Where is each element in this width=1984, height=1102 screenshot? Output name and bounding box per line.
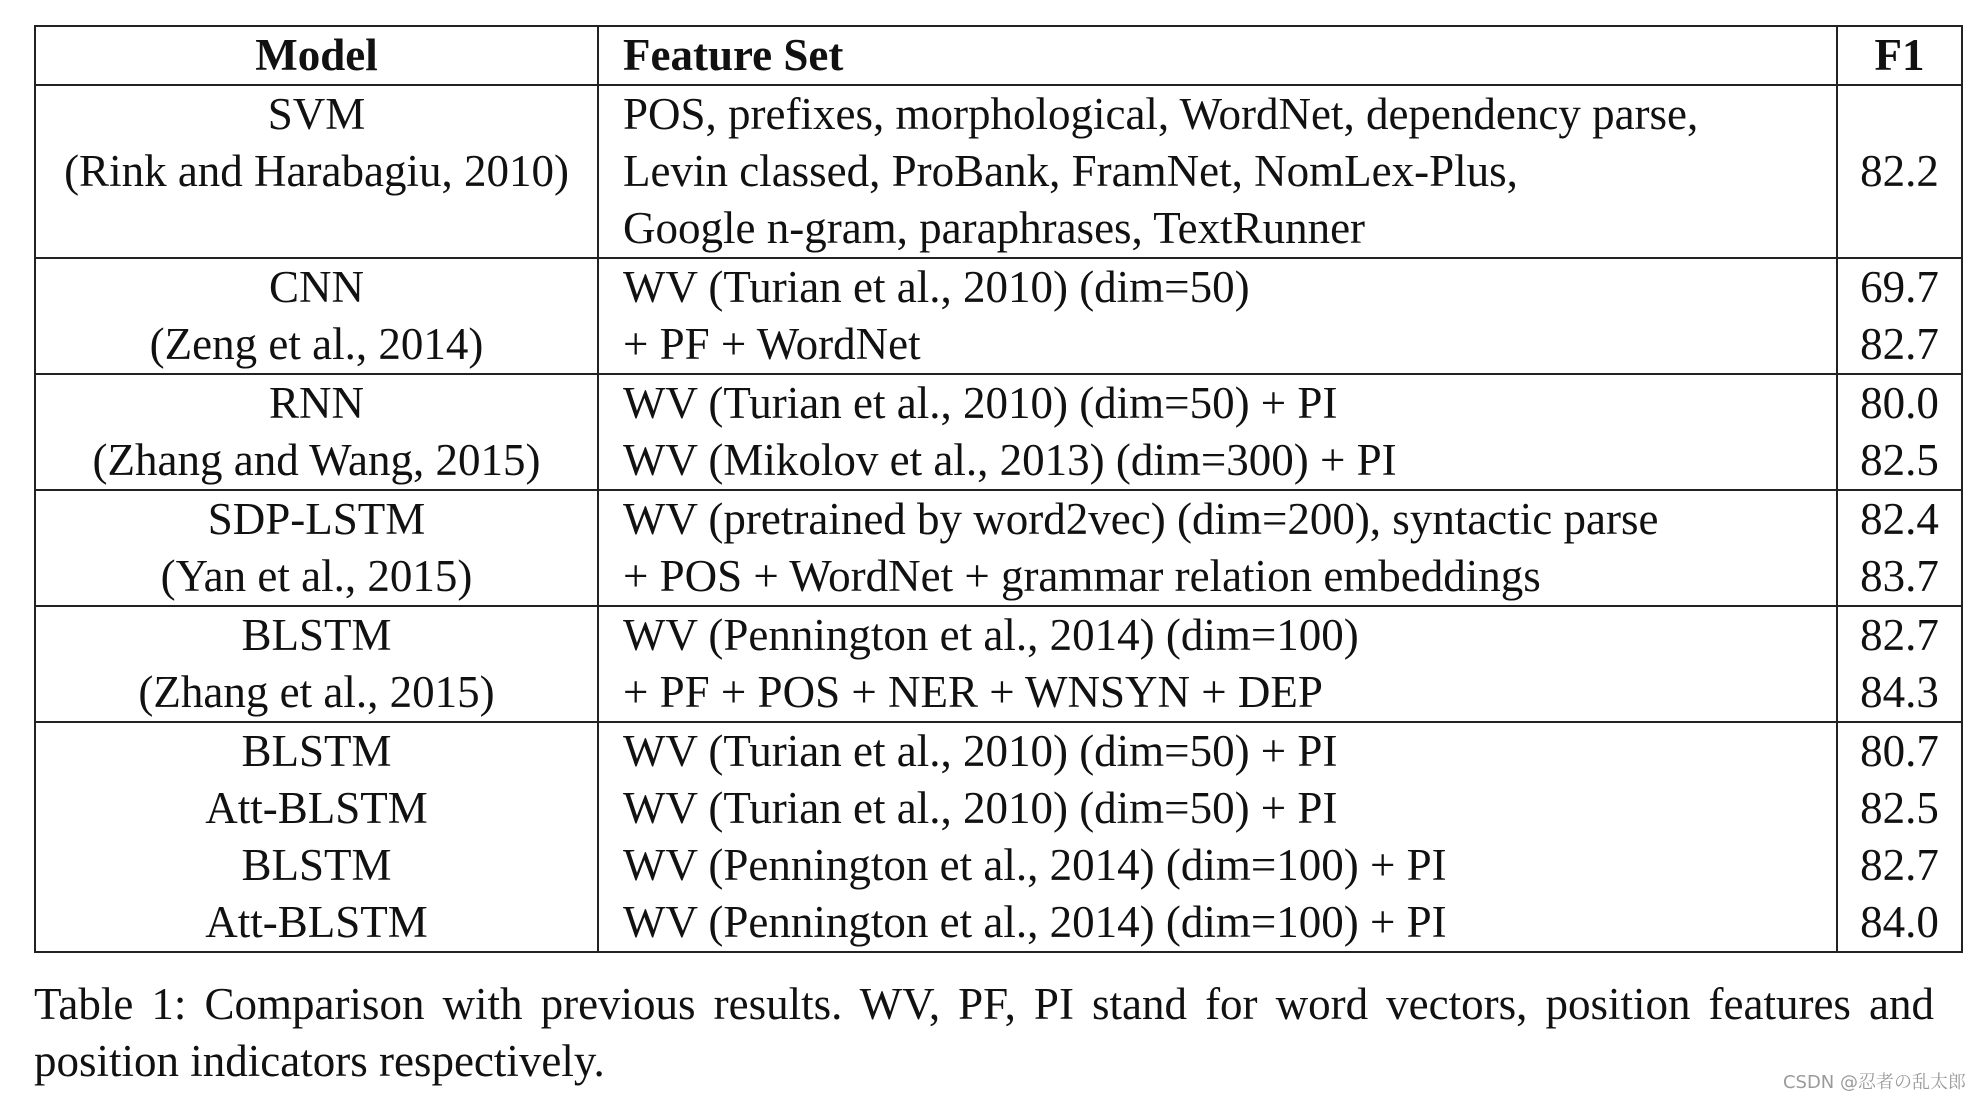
feature-set-cell-line: WV (Mikolov et al., 2013) (dim=300) + PI [623,435,1397,485]
table-row [35,258,1962,374]
feature-set-cell [598,258,1837,374]
f1-cell-line: 82.4 [1860,494,1939,544]
f1-cell [1837,85,1962,258]
model-cell [35,85,598,258]
f1-cell-line: 84.3 [1860,667,1939,717]
feature-set-cell [598,85,1837,258]
results-table [34,25,1963,953]
feature-set-cell [598,722,1837,952]
f1-cell [1837,374,1962,490]
model-cell-line: (Yan et al., 2015) [160,551,473,601]
model-cell [35,490,598,606]
table-row [35,606,1962,722]
feature-set-cell [598,490,1837,606]
table-caption: Table 1: Comparison with previous results. WV, PF, PI stand for word vectors, position features and position indicators respectively. [34,979,1934,1086]
feature-set-cell-line: WV (Pennington et al., 2014) (dim=100) + PI [623,840,1447,890]
feature-set-cell-line: WV (Turian et al., 2010) (dim=50) + PI [623,378,1338,428]
model-cell [35,606,598,722]
header-model: Model [35,26,598,85]
f1-cell-line: 80.0 [1860,378,1939,428]
f1-cell-line: 82.7 [1860,840,1939,890]
f1-cell-line: 84.0 [1860,897,1939,947]
model-cell-line: RNN [268,378,364,428]
table-body [35,85,1962,952]
f1-cell-line: 82.2 [1860,146,1939,196]
header-f1: F1 [1837,26,1962,85]
model-cell-line: SDP-LSTM [207,494,426,544]
model-cell [35,374,598,490]
f1-cell-line: 69.7 [1860,262,1939,312]
model-cell-line: BLSTM [241,840,392,890]
model-cell-line: BLSTM [241,726,392,776]
model-cell-line: CNN [268,262,364,312]
model-cell-line: SVM [267,89,366,139]
model-cell [35,258,598,374]
watermark: CSDN @忍者の乱太郎 [1782,1072,1966,1093]
feature-set-cell-line: + PF + POS + NER + WNSYN + DEP [623,667,1323,717]
header-feature-set: Feature Set [598,26,1837,85]
table-row [35,374,1962,490]
model-cell-line: (Zeng et al., 2014) [149,319,484,369]
f1-cell-line: 82.7 [1860,319,1939,369]
feature-set-cell-line: WV (Pennington et al., 2014) (dim=100) + PI [623,897,1447,947]
f1-cell-line: 82.5 [1860,783,1939,833]
header-row [35,26,1962,85]
feature-set-cell-line: WV (Turian et al., 2010) (dim=50) + PI [623,726,1338,776]
feature-set-cell-line: Levin classed, ProBank, FramNet, NomLex-Plus, [623,146,1518,196]
feature-set-cell [598,374,1837,490]
model-cell-line: (Rink and Harabagiu, 2010) [64,146,569,196]
model-cell-line: BLSTM [241,610,392,660]
f1-cell-line: 82.5 [1860,435,1939,485]
feature-set-cell-line: WV (Turian et al., 2010) (dim=50) + PI [623,783,1338,833]
table-row [35,722,1962,952]
f1-cell [1837,722,1962,952]
model-cell-line: (Zhang and Wang, 2015) [92,435,541,485]
f1-cell [1837,606,1962,722]
f1-cell-line: 83.7 [1860,551,1939,601]
feature-set-cell-line: WV (pretrained by word2vec) (dim=200), syntactic parse [623,494,1659,544]
feature-set-cell-line: Google n-gram, paraphrases, TextRunner [623,203,1366,253]
table-row [35,85,1962,258]
model-cell-line: Att-BLSTM [205,897,428,947]
table-row [35,490,1962,606]
feature-set-cell-line: POS, prefixes, morphological, WordNet, dependency parse, [623,89,1699,139]
f1-cell [1837,490,1962,606]
feature-set-cell-line: + POS + WordNet + grammar relation embeddings [623,551,1541,601]
feature-set-cell-line: WV (Turian et al., 2010) (dim=50) [623,262,1250,312]
f1-cell [1837,258,1962,374]
feature-set-cell-line: WV (Pennington et al., 2014) (dim=100) [623,610,1359,660]
feature-set-cell [598,606,1837,722]
model-cell [35,722,598,952]
f1-cell-line: 82.7 [1860,610,1939,660]
model-cell-line: (Zhang et al., 2015) [138,667,495,717]
model-cell-line: Att-BLSTM [205,783,428,833]
f1-cell-line: 80.7 [1860,726,1939,776]
feature-set-cell-line: + PF + WordNet [623,319,921,369]
